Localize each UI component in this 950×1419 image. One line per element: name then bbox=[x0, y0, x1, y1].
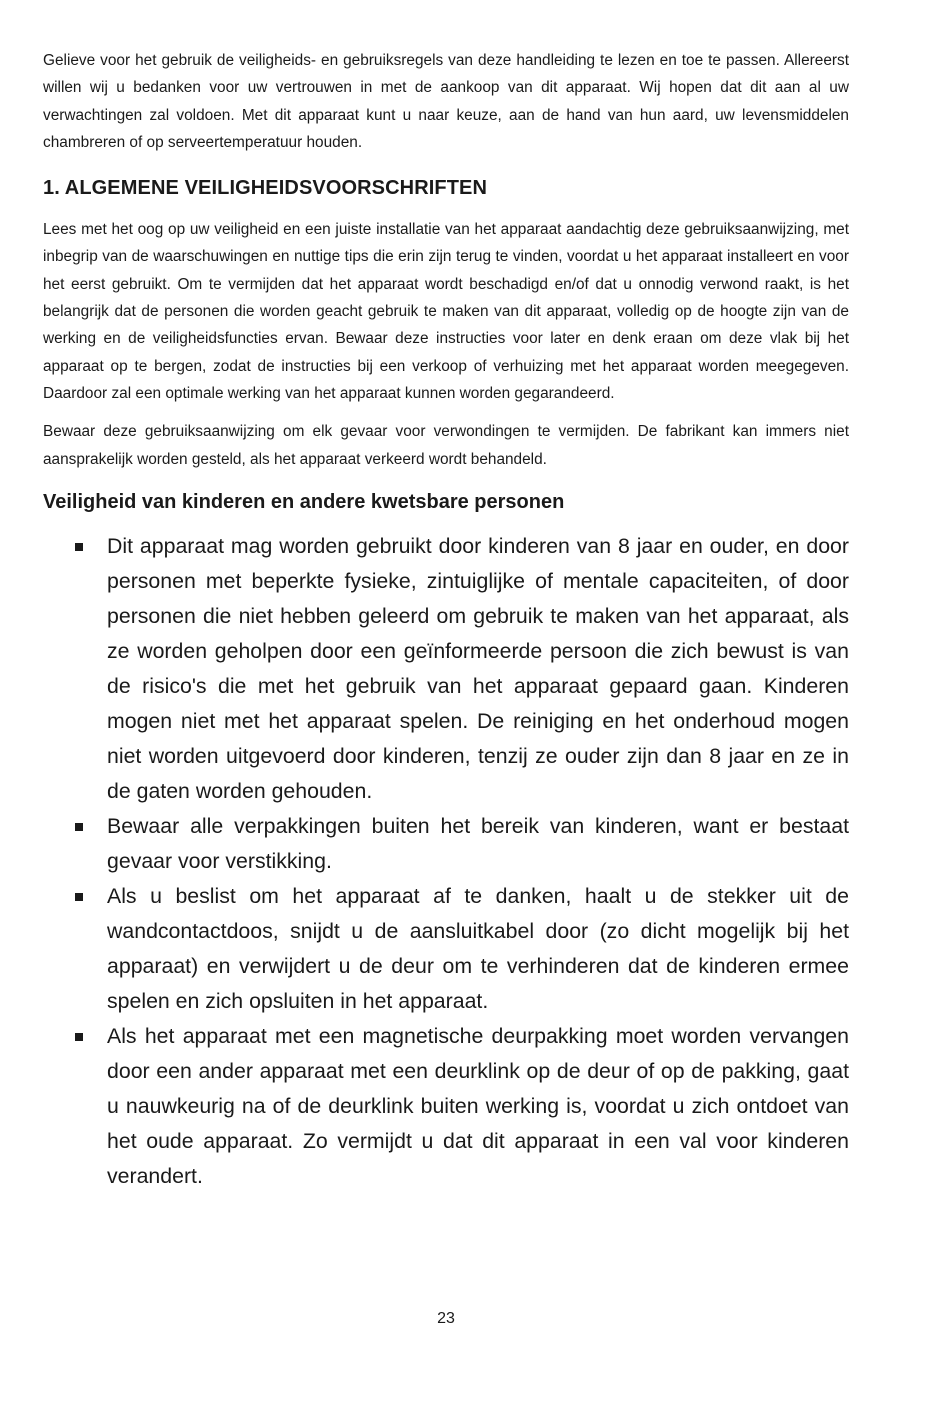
list-item bbox=[43, 809, 849, 879]
section-heading-general-safety: 1. ALGEMENE VEILIGHEIDSVOORSCHRIFTEN bbox=[43, 177, 488, 200]
page-number: 23 bbox=[437, 1310, 455, 1327]
square-bullet-icon bbox=[75, 1033, 83, 1041]
square-bullet-icon bbox=[75, 823, 83, 831]
subheading-children-safety: Veiligheid van kinderen en andere kwetsbare personen bbox=[43, 490, 565, 513]
body-paragraph: Bewaar deze gebruiksaanwijzing om elk gevaar voor verwondingen te vermijden. De fabrikant kan immers niet aansprakelijk worden gesteld, als het apparaat verkeerd wordt behandeld. bbox=[43, 423, 849, 468]
list-item-text: Als u beslist om het apparaat af te danken, haalt u de stekker uit de wandcontactdoos, snijdt u de aansluitkabel door (zo dicht mogelijk bij het apparaat) en verwijdert u de deur om te verhinderen dat de kinderen ermee spelen en zich opsluiten in het apparaat. bbox=[107, 883, 849, 1013]
list-item bbox=[43, 1019, 849, 1194]
body-paragraph: Lees met het oog op uw veiligheid en een juiste installatie van het apparaat aandachtig deze gebruiksaanwijzing, met inbegrip van de waarschuwingen en nuttige tips die erin zijn terug te vinden, voordat u het apparaat installeert en voor het eerst gebruikt. Om te vermijden dat het apparaat wordt beschadigd en/of dat u onnodig verwond raakt, is het belangrijk dat de personen die worden geacht gebruik te maken van dit apparaat, volledig op de hoogte zijn van de werking en de veiligheidsfuncties ervan. Bewaar deze instructies voor later en denk eraan om deze vlak bij het apparaat op te bergen, zodat de instructies bij een verkoop of verhuizing met het apparaat worden meegegeven. Daardoor zal een optimale werking van het apparaat kunnen worden gegarandeerd. bbox=[43, 221, 849, 402]
document-page bbox=[43, 47, 849, 1194]
list-item-text: Dit apparaat mag worden gebruikt door kinderen van 8 jaar en ouder, en door personen met beperkte fysieke, zintuiglijke of mentale capaciteiten, of door personen die niet hebben geleerd om gebruik te maken van het apparaat, als ze worden geholpen door een geïnformeerde persoon die zich bewust is van de risico's die met het gebruik van het apparaat gepaard gaan. Kinderen mogen niet met het apparaat spelen. De reiniging en het onderhoud mogen niet worden uitgevoerd door kinderen, tenzij ze ouder zijn dan 8 jaar en ze in de gaten worden gehouden. bbox=[107, 533, 849, 803]
list-item bbox=[43, 879, 849, 1019]
list-item bbox=[43, 529, 849, 809]
square-bullet-icon bbox=[75, 893, 83, 901]
list-item-text: Bewaar alle verpakkingen buiten het bereik van kinderen, want er bestaat gevaar voor verstikking. bbox=[107, 813, 849, 873]
square-bullet-icon bbox=[75, 543, 83, 551]
intro-paragraph: Gelieve voor het gebruik de veiligheids- en gebruiksregels van deze handleiding te lezen en toe te passen. Allereerst willen wij u bedanken voor uw vertrouwen in met de aankoop van dit apparaat. Wij hopen dat dit aan al uw verwachtingen zal voldoen. Met dit apparaat kunt u naar keuze, aan de hand van hun aard, uw levensmiddelen chambreren of op serveertemperatuur houden. bbox=[43, 52, 849, 151]
safety-bullet-list bbox=[43, 529, 849, 1194]
list-item-text: Als het apparaat met een magnetische deurpakking moet worden vervangen door een ander apparaat met een deurklink op de deur of op de pakking, gaat u nauwkeurig na of de deurklink buiten werking is, voordat u zich ontdoet van het oude apparaat. Zo vermijdt u dat dit apparaat in een val voor kinderen verandert. bbox=[107, 1023, 849, 1188]
